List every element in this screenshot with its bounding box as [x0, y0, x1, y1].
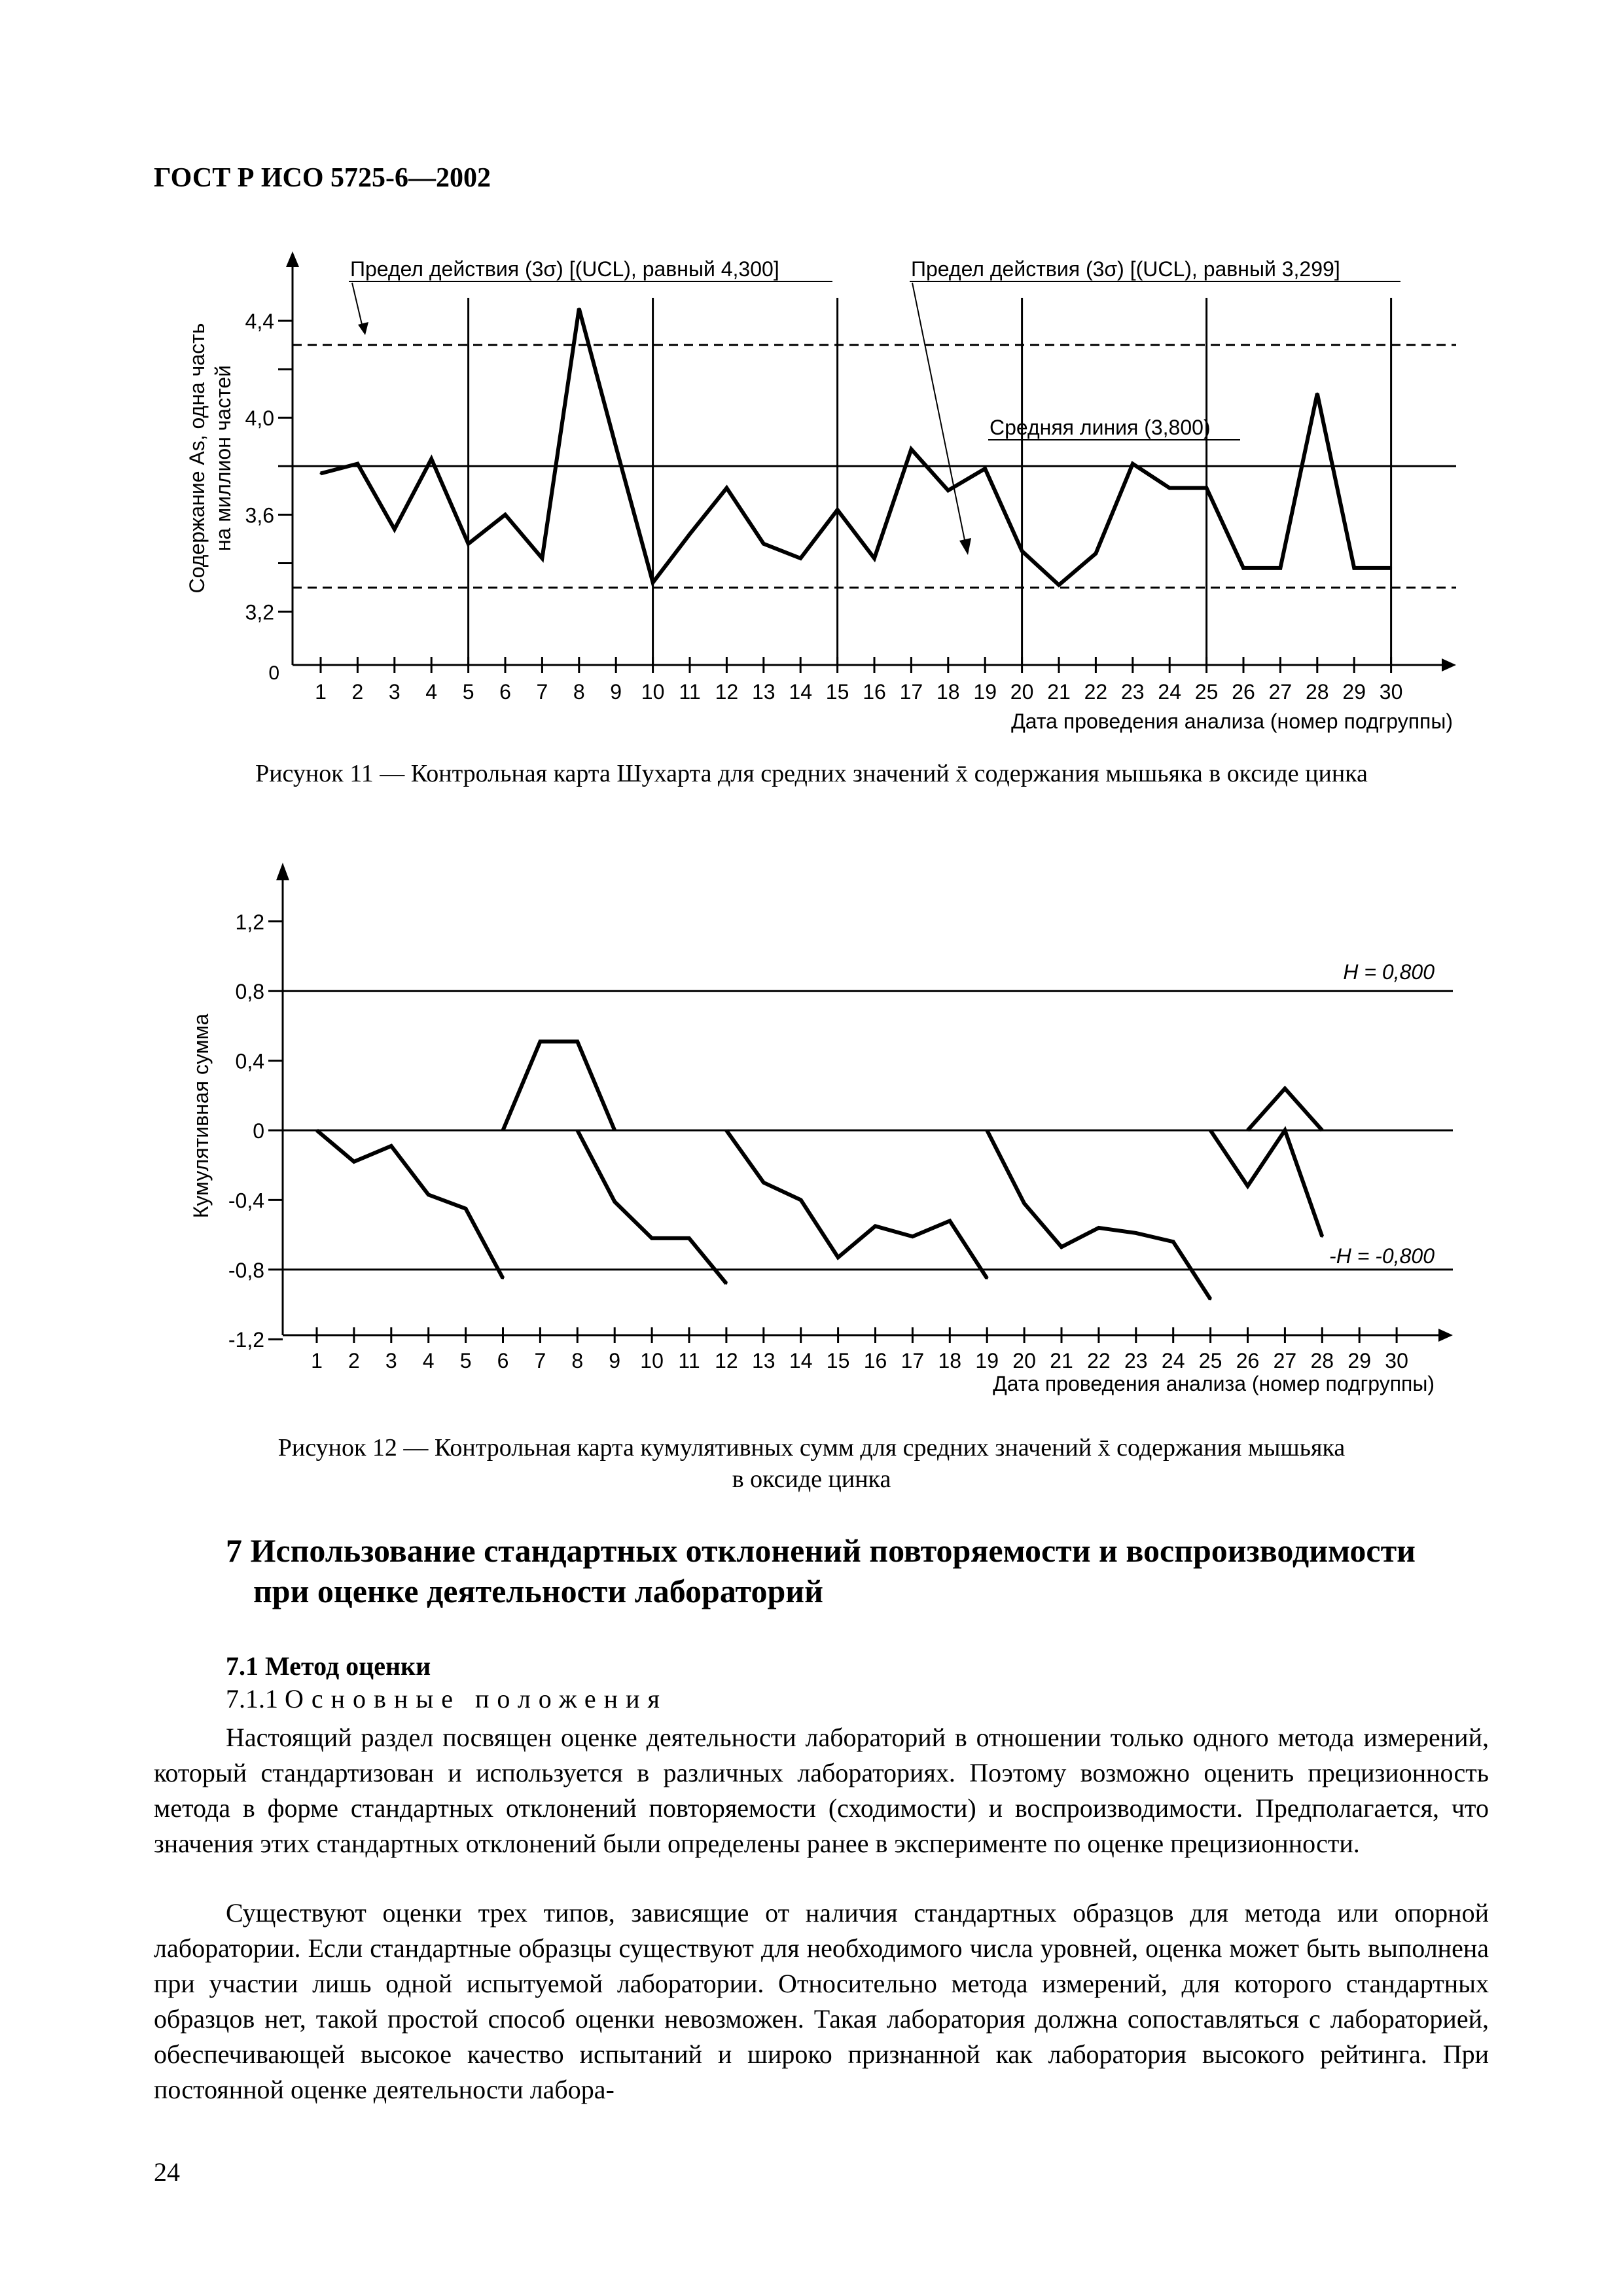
data-point — [800, 558, 802, 560]
data-point — [357, 463, 359, 465]
y-axis-title-line-1: Содержание As, одна часть — [185, 323, 209, 594]
x-tick-label: 18 — [936, 680, 960, 704]
arsenic-mean-series — [321, 309, 1391, 585]
paragraph-2: Существуют оценки трех типов, зависящие от наличия стандартных образцов для метода или опорной лаборатории. Если стандартные образцы существуют для необходимого числа уровней, оценка может быть выполнена при участии лишь одной испытуемой лаборатории. Относительно метода измерений, для которого стандартных образцов нет, такой простой способ оценки невозможен. Такая лаборатория должна сопоставляться с лабораторией, обеспечивающей высокое качество испытаний и широко признанной как лаборатория высокого рейтинга. При постоянной оценке деятельности лабора- — [154, 1898, 1489, 2104]
cusum-chart — [0, 857, 1623, 1420]
data-point — [651, 1237, 653, 1239]
data-point — [1135, 1232, 1137, 1234]
data-point — [874, 558, 876, 560]
data-point — [984, 468, 986, 470]
x-tick-label: 20 — [1012, 1349, 1036, 1372]
x-tick-label: 12 — [715, 680, 739, 704]
figure-12-caption — [131, 1432, 1492, 1495]
x-tick-label: 11 — [679, 680, 701, 704]
clause-7-1-1-number: 7.1.1 — [226, 1684, 278, 1713]
data-point — [1247, 1185, 1249, 1187]
data-point — [1279, 567, 1281, 569]
data-point — [539, 1041, 541, 1043]
x-tick-label: 13 — [752, 680, 776, 704]
x-tick-label: 29 — [1347, 1349, 1371, 1372]
cusum-segment — [987, 1130, 1210, 1299]
data-point — [1284, 1130, 1286, 1132]
data-point — [874, 1225, 876, 1227]
data-point — [505, 514, 507, 516]
x-tick-label: 1 — [311, 1349, 323, 1372]
x-tick-label: 28 — [1310, 1349, 1334, 1372]
data-point — [1390, 567, 1392, 569]
x-tick-label: 10 — [641, 680, 665, 704]
data-point — [1321, 1236, 1323, 1238]
figure-11-caption: Рисунок 11 — Контрольная карта Шухарта для средних значений x̄ содержания мышьяка в оксиде цинка — [255, 760, 1368, 787]
x-tick-label: 9 — [609, 1349, 621, 1372]
data-point — [1058, 584, 1060, 586]
x-tick-label: 11 — [678, 1349, 700, 1372]
section-7-title-line-1: 7 Использование стандартных отклонений повторяемости и воспроизводимости — [226, 1532, 1416, 1569]
x-tick-label: 17 — [899, 680, 923, 704]
ucl-annotation-upper: Предел действия (3σ) [(UCL), равный 4,300] — [350, 257, 779, 281]
x-tick-label: 24 — [1158, 680, 1181, 704]
x-tick-label: 8 — [573, 680, 585, 704]
data-point — [800, 1199, 802, 1201]
paragraph-1: Настоящий раздел посвящен оценке деятельности лабораторий в отношении только одного метода измерений, который стандартизован и используется в различных лабораториях. Поэтому возможно оценить прецизионность метода в форме стандартных отклонений повторяемости (сходимости) и воспроизводимости. Предполагается, что значения этих стандартных отклонений были определены ранее в эксперименте по оценке прецизионности. — [154, 1723, 1489, 1858]
y-tick-label: -0,8 — [228, 1258, 264, 1282]
data-point — [431, 458, 433, 460]
data-point — [725, 1130, 727, 1132]
x-tick-label: 30 — [1379, 680, 1403, 704]
y-tick-label: -0,4 — [228, 1189, 264, 1213]
data-point — [1024, 1202, 1026, 1204]
x-tick-label: 16 — [863, 1349, 887, 1372]
data-point — [726, 487, 728, 489]
y-tick-label: 0,4 — [235, 1049, 264, 1073]
data-point — [390, 1145, 392, 1147]
cusum-segment — [317, 1130, 503, 1278]
data-point — [1243, 567, 1245, 569]
x-axis-title: Дата проведения анализа (номер подгруппы) — [993, 1372, 1435, 1395]
y-tick-label: 0 — [253, 1119, 264, 1143]
x-tick-label: 2 — [351, 680, 364, 704]
data-point — [1205, 487, 1207, 489]
x-tick-label: 25 — [1194, 680, 1219, 704]
data-point — [320, 473, 322, 475]
data-point — [1172, 1241, 1174, 1243]
y-tick-label: 3,2 — [245, 600, 274, 624]
cusum-segment — [577, 1130, 726, 1283]
data-point — [502, 1130, 504, 1132]
data-point — [1132, 463, 1133, 465]
x-tick-label: 22 — [1087, 1349, 1111, 1372]
center-line-annotation: Средняя линия (3,800) — [990, 416, 1211, 439]
data-point — [837, 1257, 839, 1259]
figure-12-caption-line-2: в оксиде цинка — [732, 1465, 891, 1493]
data-point — [910, 448, 912, 450]
page-number: 24 — [154, 2157, 180, 2187]
x-tick-label: 15 — [825, 680, 849, 704]
data-point — [1095, 552, 1097, 554]
data-point — [502, 1278, 504, 1280]
x-tick-label: 7 — [536, 680, 548, 704]
document-code: ГОСТ Р ИСО 5725-6—2002 — [154, 163, 491, 193]
x-tick-label: 23 — [1121, 680, 1145, 704]
data-point — [652, 582, 654, 584]
data-point — [467, 543, 469, 545]
data-point — [912, 1236, 914, 1238]
y-tick-label: -1,2 — [228, 1328, 264, 1352]
data-point — [1209, 1130, 1211, 1132]
x-tick-label: 13 — [752, 1349, 776, 1372]
x-tick-label: 3 — [388, 680, 401, 704]
x-axis-title: Дата проведения анализа (номер подгруппы) — [1011, 709, 1453, 733]
x-tick-label: 22 — [1084, 680, 1108, 704]
x-tick-label: 17 — [901, 1349, 925, 1372]
data-point — [353, 1160, 355, 1162]
x-tick-label: 6 — [499, 680, 511, 704]
cusum-segment — [1211, 1130, 1323, 1236]
x-tick-label: 16 — [863, 680, 886, 704]
y-axis-arrow — [286, 251, 299, 267]
x-tick-label: 4 — [425, 680, 438, 704]
x-tick-label: 28 — [1306, 680, 1329, 704]
data-point — [986, 1130, 988, 1132]
x-tick-label: 27 — [1273, 1349, 1297, 1372]
x-tick-label: 19 — [973, 680, 997, 704]
data-point — [1316, 393, 1318, 395]
minus-h-limit-label: -H = -0,800 — [1329, 1244, 1435, 1268]
x-tick-label: 18 — [938, 1349, 962, 1372]
x-tick-label: 12 — [715, 1349, 738, 1372]
y-axis-title: Кумулятивная сумма — [189, 1013, 213, 1219]
x-tick-label: 5 — [462, 680, 474, 704]
ucl-annotation-upper-arrowhead — [358, 322, 368, 335]
x-tick-label: 8 — [571, 1349, 584, 1372]
x-tick-label: 10 — [640, 1349, 664, 1372]
data-point — [762, 1181, 764, 1183]
x-axis-arrow — [1442, 658, 1456, 672]
y-tick-label: 4,0 — [245, 406, 274, 431]
data-point — [762, 543, 764, 545]
x-tick-label: 14 — [789, 1349, 813, 1372]
y-axis-title-line-2: на миллион частей — [211, 365, 235, 552]
subsection-7-1-title: 7.1 Метод оценки — [226, 1651, 431, 1681]
data-point — [393, 528, 395, 530]
data-point — [688, 1237, 690, 1239]
data-point — [986, 1278, 988, 1280]
x-tick-label: 2 — [348, 1349, 360, 1372]
origin-label: 0 — [268, 662, 279, 684]
data-point — [725, 1283, 727, 1285]
data-point — [949, 1220, 951, 1222]
x-tick-label: 3 — [385, 1349, 397, 1372]
data-point — [947, 490, 949, 492]
data-point — [1021, 550, 1023, 552]
y-tick-label: 1,2 — [235, 910, 264, 934]
x-tick-label: 1 — [315, 680, 327, 704]
data-point — [1061, 1246, 1063, 1248]
data-point — [614, 1201, 616, 1203]
h-limit-label: H = 0,800 — [1343, 960, 1435, 984]
data-point — [1321, 1130, 1323, 1132]
data-point — [1169, 487, 1171, 489]
x-tick-label: 25 — [1198, 1349, 1222, 1372]
data-point — [1097, 1227, 1099, 1229]
x-tick-label: 24 — [1161, 1349, 1185, 1372]
y-axis-arrow — [276, 863, 289, 880]
data-point — [836, 509, 838, 511]
x-tick-label: 29 — [1342, 680, 1366, 704]
data-point — [578, 308, 580, 310]
x-tick-label: 21 — [1050, 1349, 1073, 1372]
y-tick-label: 0,8 — [235, 980, 264, 1004]
x-tick-label: 7 — [534, 1349, 546, 1372]
data-point — [577, 1130, 579, 1132]
x-tick-label: 30 — [1385, 1349, 1408, 1372]
shewhart-chart — [0, 249, 1623, 746]
data-point — [1247, 1130, 1249, 1132]
x-tick-label: 23 — [1124, 1349, 1148, 1372]
cusum-segment — [726, 1130, 987, 1278]
x-tick-label: 4 — [422, 1349, 435, 1372]
ucl-annotation-lower: Предел действия (3σ) [(UCL), равный 3,299] — [911, 257, 1340, 281]
y-tick-label: 3,6 — [245, 503, 274, 528]
x-tick-label: 14 — [789, 680, 812, 704]
x-tick-label: 21 — [1047, 680, 1071, 704]
clause-7-1-1-title: Основные положения — [285, 1684, 668, 1713]
x-axis-arrow — [1438, 1329, 1453, 1342]
cusum-segment — [503, 1041, 615, 1130]
x-tick-label: 19 — [975, 1349, 999, 1372]
x-tick-label: 5 — [459, 1349, 472, 1372]
clause-7-1-1 — [226, 1683, 668, 1714]
data-point — [1353, 567, 1355, 569]
data-point — [541, 558, 543, 560]
x-tick-label: 6 — [497, 1349, 509, 1372]
x-tick-label: 26 — [1236, 1349, 1260, 1372]
ucl-annotation-lower-arrowhead — [959, 538, 971, 555]
data-point — [316, 1130, 318, 1132]
ucl-annotation-lower-leader — [912, 283, 965, 543]
x-tick-label: 26 — [1232, 680, 1255, 704]
data-point — [1209, 1299, 1211, 1300]
x-tick-label: 27 — [1268, 680, 1293, 704]
y-tick-label: 4,4 — [245, 310, 274, 334]
data-point — [689, 533, 691, 535]
section-7-title — [226, 1530, 1522, 1611]
ucl-annotation-upper-leader — [352, 283, 363, 327]
x-tick-label: 20 — [1010, 680, 1034, 704]
data-point — [427, 1194, 429, 1196]
section-7-title-line-2: при оценке деятельности лабораторий — [253, 1573, 823, 1609]
cusum-segment — [1248, 1088, 1323, 1130]
x-tick-label: 15 — [826, 1349, 850, 1372]
data-point — [614, 1130, 616, 1132]
data-point — [1284, 1088, 1286, 1090]
data-point — [615, 446, 617, 448]
figure-12-caption-line-1: Рисунок 12 — Контрольная карта кумулятивных сумм для средних значений x̄ содержания мышьяка — [277, 1434, 1346, 1462]
data-point — [577, 1041, 579, 1043]
data-point — [465, 1208, 467, 1210]
x-tick-label: 9 — [610, 680, 622, 704]
